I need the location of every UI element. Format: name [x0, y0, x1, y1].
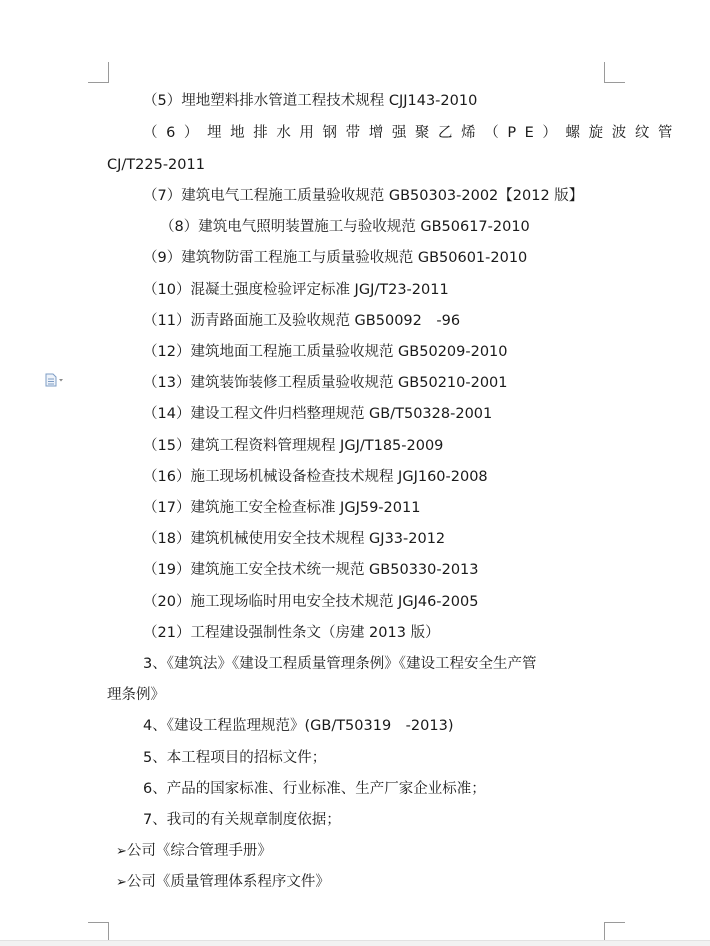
text-line: （6）埋地排水用钢带增强聚乙烯（PE）螺旋波纹管 — [143, 125, 682, 141]
text-line: （5）埋地塑料排水管道工程技术规程 CJJ143-2010 — [143, 93, 478, 109]
text-line: （18）建筑机械使用安全技术规程 GJ33-2012 — [143, 531, 446, 547]
text-line: （19）建筑施工安全技术统一规范 GB50330-2013 — [143, 562, 479, 578]
text-line: （14）建设工程文件归档整理规范 GB/T50328-2001 — [143, 406, 493, 422]
bottom-edge-bar — [0, 940, 710, 946]
text-line: CJ/T225-2011 — [107, 157, 205, 173]
corner-mark-top-right — [604, 62, 625, 83]
text-line: （15）建筑工程资料管理规程 JGJ/T185-2009 — [143, 438, 444, 454]
bullet-text: 公司《综合管理手册》 — [126, 843, 272, 859]
text-line: 5、本工程项目的招标文件； — [143, 750, 327, 766]
text-line: （11）沥青路面施工及验收规范 GB50092 -96 — [143, 313, 461, 329]
text-line: 理条例》 — [107, 687, 165, 703]
text-line: （20）施工现场临时用电安全技术规范 JGJ46-2005 — [143, 594, 479, 610]
text-line: 7、我司的有关规章制度依据； — [143, 812, 341, 828]
text-line: （16）施工现场机械设备检查技术规程 JGJ160-2008 — [143, 469, 488, 485]
bullet-text: 公司《质量管理体系程序文件》 — [126, 874, 330, 890]
arrow-bullet-icon: ➢ — [116, 844, 127, 859]
text-line: （21）工程建设强制性条文（房建 2013 版） — [143, 625, 440, 641]
document-icon[interactable] — [44, 372, 66, 386]
arrow-bullet-icon: ➢ — [116, 875, 127, 890]
text-line: （12）建筑地面工程施工质量验收规范 GB50209-2010 — [143, 344, 508, 360]
text-line: （13）建筑装饰装修工程质量验收规范 GB50210-2001 — [143, 375, 508, 391]
text-line: 4、《建设工程监理规范》(GB/T50319 -2013) — [143, 718, 454, 734]
text-line: （8）建筑电气照明装置施工与验收规范 GB50617-2010 — [160, 219, 530, 235]
corner-mark-top-left — [88, 62, 109, 83]
text-line: （7）建筑电气工程施工质量验收规范 GB50303-2002【2012 版】 — [143, 188, 584, 204]
text-line: （10）混凝土强度检验评定标准 JGJ/T23-2011 — [143, 282, 449, 298]
text-line: 6、产品的国家标准、行业标准、生产厂家企业标准； — [143, 781, 486, 797]
bullet-item — [116, 872, 330, 893]
text-line: （9）建筑物防雷工程施工与质量验收规范 GB50601-2010 — [143, 250, 528, 266]
text-line: （17）建筑施工安全检查标准 JGJ59-2011 — [143, 500, 421, 516]
bullet-item — [116, 841, 272, 862]
text-line: 3、《建筑法》《建设工程质量管理条例》《建设工程安全生产管 — [143, 656, 537, 672]
